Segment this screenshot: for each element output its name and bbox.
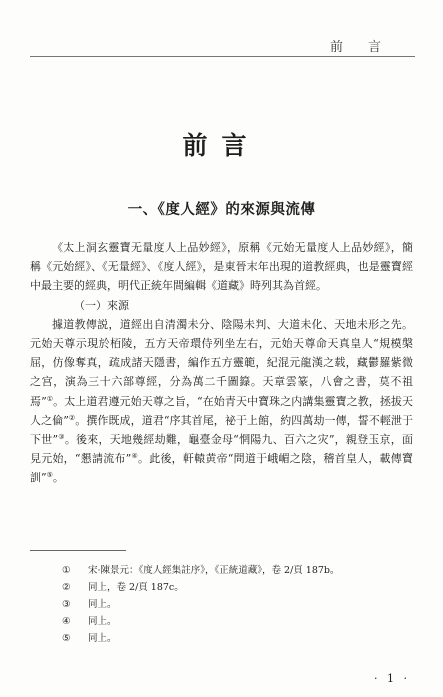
footnote-text: 宋·陳景元：《度人經集註序》，《正統道藏》，卷 2/頁 187b。 xyxy=(88,565,340,576)
subheading-source: （一）來源 xyxy=(74,298,129,312)
footnote-mark: ③ xyxy=(62,599,71,610)
legend-text-3: 。撰作既成，道君“序其首尾，祕于上館，約四萬劫一傳，誓不輕泄于下世” xyxy=(30,413,414,447)
footnote-mark: ⑤ xyxy=(62,633,71,644)
body-text xyxy=(30,238,413,488)
footnote-rule xyxy=(30,550,126,551)
legend-text-2: 。太上道君遵元始天尊之旨，“在始青天中寶珠之内講集靈寶之教，拯拔天人之倫” xyxy=(30,394,414,427)
footnote-text: 同上。 xyxy=(88,599,117,610)
header-rule xyxy=(30,56,415,57)
running-header: 前 言 xyxy=(330,40,388,55)
footnote-text: 同上，卷 2/頁 187c。 xyxy=(88,582,184,593)
footnote-text: 同上。 xyxy=(88,616,117,627)
legend-text-5: 。此後，軒轅黄帝“問道于峨嵋之陰，稽首皇人，載傳寶訓” xyxy=(30,452,414,485)
legend-paragraph xyxy=(30,315,413,488)
footnotes xyxy=(62,562,412,647)
footnote-ref-3[interactable]: ③ xyxy=(58,433,65,442)
footnote-text: 同上。 xyxy=(88,633,117,644)
footnote-item xyxy=(62,630,412,647)
footnote-ref-4[interactable]: ④ xyxy=(131,452,138,461)
footnote-ref-2[interactable]: ② xyxy=(68,413,76,422)
footnote-item xyxy=(62,562,412,579)
footnote-mark: ② xyxy=(62,582,71,593)
legend-text-6: 。 xyxy=(52,471,64,485)
legend-text-1: 據道教傳説，道經出自清濁未分、陰陽未判、大道未化、天地未形之先。元始天尊示現於栢陵，五方天帝環侍列坐左右，元始天尊命天真皇人“規模槃屈，仿像奪真，疏成諸天隱書，編作五方靈範，紀混元龍漢之载，藏鬱羅紫微之宫，演為三十六部尊經，分為萬二千圖籙。天章雲篆，八會之書，莫不祖焉” xyxy=(30,317,413,408)
chapter-title: 前言 xyxy=(182,131,261,160)
footnote-item xyxy=(62,579,412,596)
footnote-item xyxy=(62,613,412,630)
footnote-ref-1[interactable]: ① xyxy=(46,394,54,403)
legend-text-4: 。後來，天地幾經劫難，龜臺金母“惘陽九、百六之灾”，親登玉京，面見元始，“懇請流布” xyxy=(30,433,414,466)
footnote-mark: ④ xyxy=(62,616,71,627)
section-title: 一、《度人經》的來源與流傳 xyxy=(127,202,316,218)
intro-paragraph: 《太上洞玄靈寶无量度人上品妙經》，原稱《元始无量度人上品妙經》，簡稱《元始經》、《无量經》、《度人經》，是東晉末年出現的道教經典，也是靈寶經中最主要的經典，明代正統年間編輯《道藏》時列其為首經。 xyxy=(30,241,413,293)
footnote-mark: ① xyxy=(62,565,71,576)
page-number: · 1 · xyxy=(374,672,410,685)
footnote-ref-5[interactable]: ⑤ xyxy=(46,471,53,480)
footnote-item xyxy=(62,596,412,613)
